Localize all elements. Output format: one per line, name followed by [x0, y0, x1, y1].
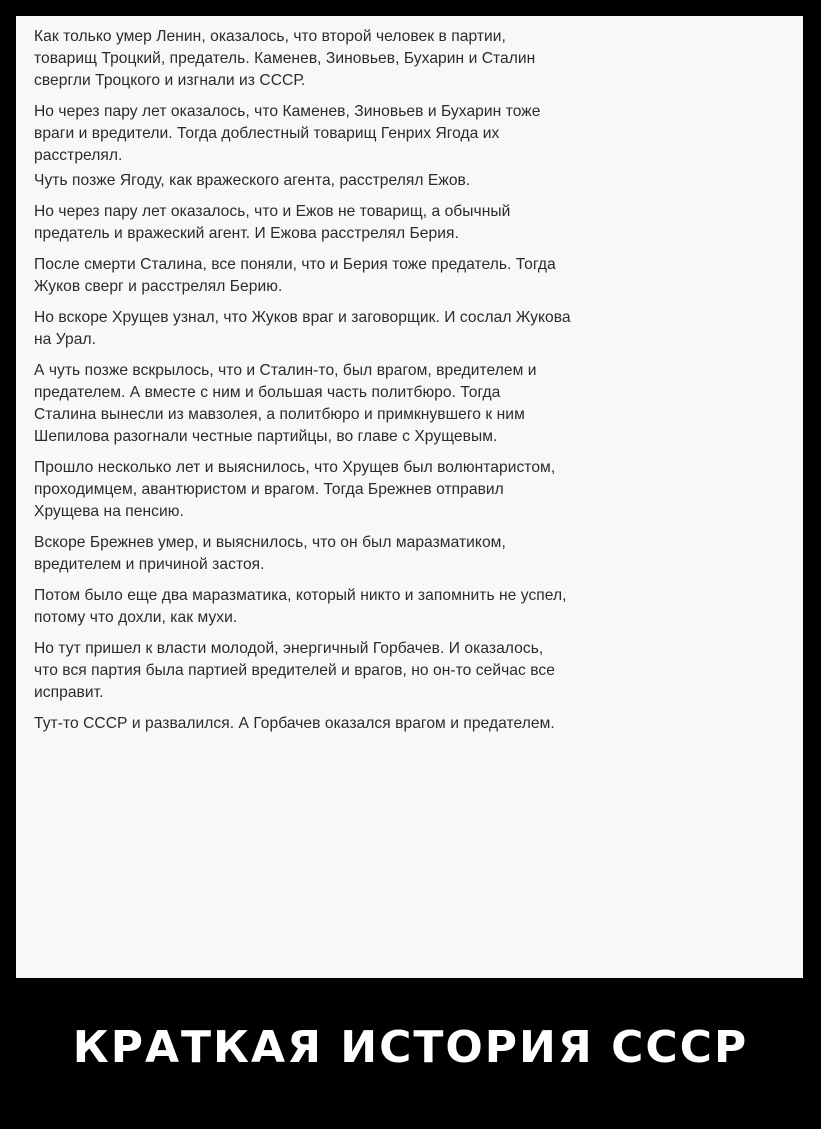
post-paragraph-11: Но тут пришел к власти молодой, энергичный Горбачев. И оказалось, что вся партия была партией вредителей и врагов, но он-то сейчас все исправит. [34, 640, 555, 701]
post-paragraph-5: После смерти Сталина, все поняли, что и Берия тоже предатель. Тогда Жуков сверг и расстрелял Берию. [34, 256, 556, 295]
post-paragraph-8: Прошло несколько лет и выяснилось, что Хрущев был волюнтаристом, проходимцем, авантюристом и врагом. Тогда Брежнев отправил Хрущева на пенсию. [34, 459, 556, 520]
post-text-panel [16, 16, 803, 978]
post-paragraph-7: А чуть позже вскрылось, что и Сталин-то, был врагом, вредителем и предателем. А вместе с ним и большая часть политбюро. Тогда Сталина вынесли из мавзолея, а политбюро и примкнувшего к ним Шепилова разогнали честные партийцы, во главе с Хрущевым. [34, 362, 537, 445]
post-paragraph-1: Как только умер Ленин, оказалось, что второй человек в партии, товарищ Троцкий, предатель. Каменев, Зиновьев, Бухарин и Сталин свергли Троцкого и изгнали из СССР. [34, 28, 536, 89]
post-paragraph-4: Но через пару лет оказалось, что и Ежов не товарищ, а обычный предатель и вражеский агент. И Ежова расстрелял Берия. [34, 203, 511, 242]
post-paragraph-10: Потом было еще два маразматика, который никто и запомнить не успел, потому что дохли, как мухи. [34, 587, 567, 626]
post-paragraph-6: Но вскоре Хрущев узнал, что Жуков враг и заговорщик. И сослал Жукова на Урал. [34, 309, 571, 348]
post-paragraph-2: Но через пару лет оказалось, что Каменев, Зиновьев и Бухарин тоже враги и вредители. Тогда доблестный товарищ Генрих Ягода их расстрелял. [34, 103, 541, 164]
post-paragraph-3: Чуть позже Ягоду, как вражеского агента, расстрелял Ежов. [34, 172, 471, 189]
post-paragraph-12: Тут-то СССР и развалился. А Горбачев оказался врагом и предателем. [34, 715, 555, 732]
post-paragraph-9: Вскоре Брежнев умер, и выяснилось, что он был маразматиком, вредителем и причиной застоя. [34, 534, 506, 573]
meme-caption: КРАТКАЯ ИСТОРИЯ СССР [72, 1022, 749, 1073]
